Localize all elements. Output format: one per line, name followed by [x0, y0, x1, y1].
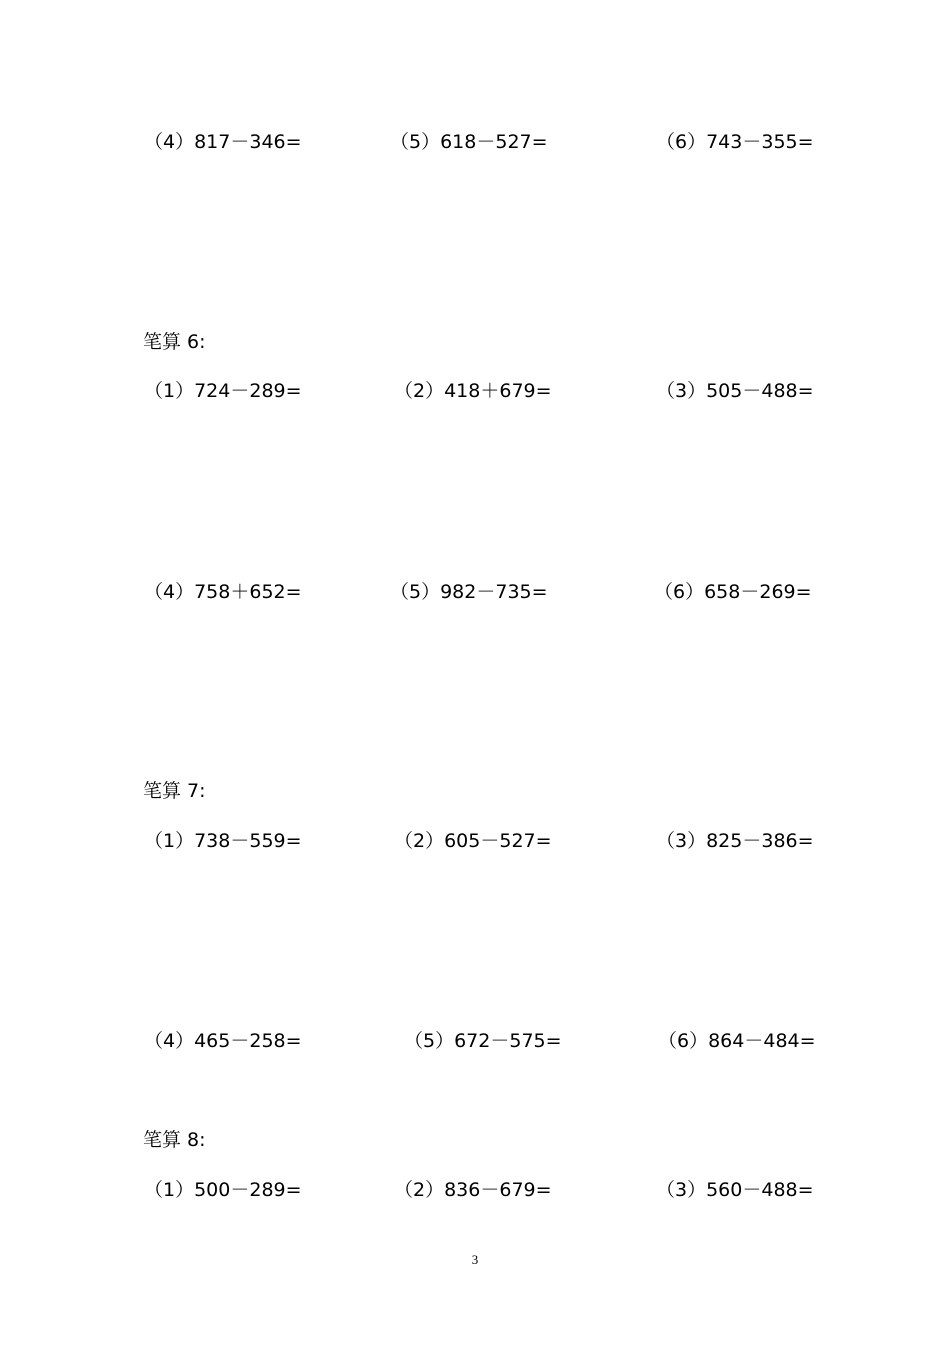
problem: （6）658－269=: [654, 581, 812, 603]
problem-row: [0, 577, 950, 607]
problem: （2）836－679=: [394, 1179, 552, 1201]
problem: （1）500－289=: [144, 1179, 302, 1201]
problem: （4）817－346=: [144, 131, 302, 153]
problem: （1）738－559=: [144, 830, 302, 852]
problem-row: [0, 127, 950, 157]
problem: （3）825－386=: [656, 830, 814, 852]
problem: （4）758＋652=: [144, 581, 302, 603]
page-number: 3: [471, 1252, 479, 1267]
problem: （2）605－527=: [394, 830, 552, 852]
problem-row: [0, 1175, 950, 1205]
problem: （5）618－527=: [390, 131, 548, 153]
problem: （5）982－735=: [390, 581, 548, 603]
problem: （4）465－258=: [144, 1030, 302, 1052]
problem: （6）864－484=: [658, 1030, 816, 1052]
section-heading: 笔算 7:: [143, 780, 206, 802]
section-heading: 笔算 8:: [143, 1129, 206, 1151]
problem: （3）560－488=: [656, 1179, 814, 1201]
problem: （2）418＋679=: [394, 380, 552, 402]
problem: （1）724－289=: [144, 380, 302, 402]
section-heading: 笔算 6:: [143, 331, 206, 353]
problem: （6）743－355=: [656, 131, 814, 153]
problem-row: [0, 1026, 950, 1056]
problem-row: [0, 376, 950, 406]
problem-row: [0, 826, 950, 856]
problem: （3）505－488=: [656, 380, 814, 402]
problem: （5）672－575=: [404, 1030, 562, 1052]
